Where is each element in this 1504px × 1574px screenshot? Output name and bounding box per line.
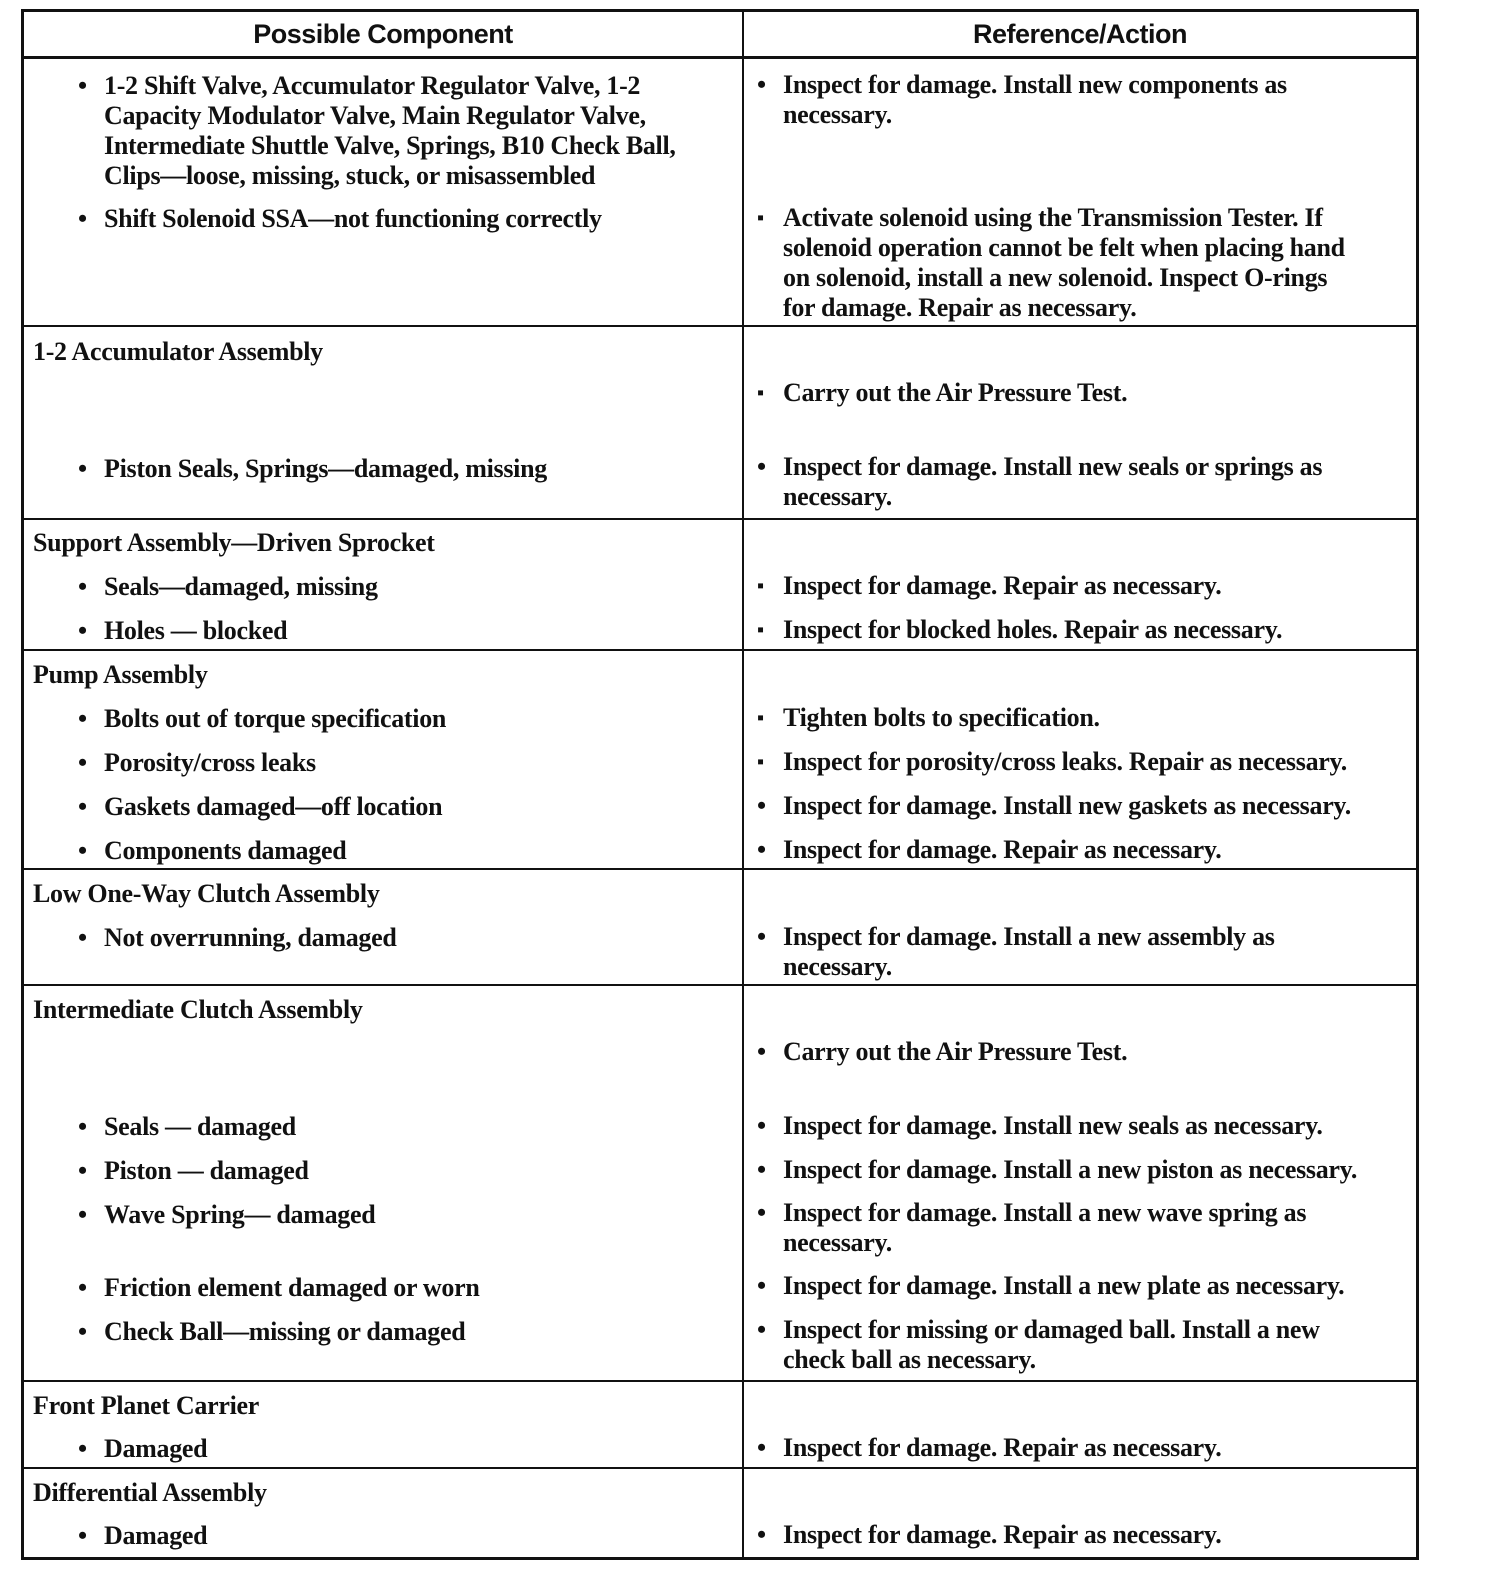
- action-line: • Inspect for damage. Install new seals or springs as: [783, 452, 1323, 481]
- component-item: [104, 204, 602, 234]
- action-column: [744, 59, 1416, 325]
- component-item: [104, 1112, 296, 1142]
- component-item: [104, 1521, 207, 1551]
- action-line: ▪ Tighten bolts to specification.: [783, 703, 1100, 732]
- action-column: [744, 651, 1416, 868]
- action-item: [783, 615, 1282, 645]
- group-valves: [24, 59, 1416, 327]
- component-item: [104, 923, 397, 953]
- action-line: • Inspect for damage. Install a new plate as necessary.: [783, 1271, 1345, 1300]
- group-low-one-way-clutch: [24, 870, 1416, 986]
- action-line: ▪ Inspect for damage. Repair as necessary.: [783, 571, 1222, 600]
- action-line: ▪ Inspect for porosity/cross leaks. Repair as necessary.: [783, 747, 1347, 776]
- action-column: [744, 1469, 1416, 1557]
- action-item: [783, 1037, 1127, 1067]
- component-item: [104, 704, 446, 734]
- action-line: necessary.: [783, 1228, 892, 1257]
- component-line: Intermediate Shuttle Valve, Springs, B10 Check Ball,: [104, 131, 676, 160]
- component-item: [104, 836, 346, 866]
- action-line: necessary.: [783, 952, 892, 981]
- action-column: [744, 870, 1416, 984]
- action-line: ▪ Carry out the Air Pressure Test.: [783, 378, 1128, 407]
- group-title: Differential Assembly: [33, 1478, 267, 1507]
- action-item: [783, 835, 1221, 865]
- action-line: • Inspect for damage. Repair as necessary.: [783, 1433, 1222, 1462]
- table-header-row: [24, 12, 1416, 59]
- action-column: [744, 1382, 1416, 1467]
- action-line: • Inspect for damage. Install new components as: [783, 70, 1287, 99]
- group-title: 1-2 Accumulator Assembly: [33, 337, 323, 366]
- component-column: [24, 870, 744, 984]
- action-line: necessary.: [783, 482, 892, 511]
- action-item: [783, 1271, 1344, 1301]
- header-possible-component: Possible Component: [24, 12, 744, 56]
- action-item: [783, 70, 1287, 130]
- component-item: [104, 616, 287, 646]
- component-line: • Damaged: [104, 1521, 208, 1550]
- action-item: [783, 922, 1275, 982]
- action-line: solenoid operation cannot be felt when placing hand: [783, 233, 1345, 262]
- component-line: • Friction element damaged or worn: [104, 1273, 480, 1302]
- component-line: • Not overrunning, damaged: [104, 923, 397, 952]
- group-intermediate-clutch: [24, 986, 1416, 1382]
- action-line: • Inspect for damage. Install a new wave spring as: [783, 1198, 1307, 1227]
- action-item: [783, 1198, 1306, 1258]
- action-item: [783, 571, 1221, 601]
- component-line: • Piston Seals, Springs—damaged, missing: [104, 454, 547, 483]
- component-line: Clips—loose, missing, stuck, or misassembled: [104, 161, 596, 190]
- component-column: [24, 986, 744, 1380]
- action-line: ▪ Activate solenoid using the Transmission Tester. If: [783, 203, 1323, 232]
- group-title: Pump Assembly: [33, 660, 208, 689]
- component-item: [104, 71, 676, 191]
- component-line: • Bolts out of torque specification: [104, 704, 447, 733]
- action-item: [783, 1433, 1221, 1463]
- component-line: • Check Ball—missing or damaged: [104, 1317, 466, 1346]
- action-line: • Inspect for damage. Install new gaskets as necessary.: [783, 791, 1351, 820]
- component-line: Capacity Modulator Valve, Main Regulator Valve,: [104, 101, 646, 130]
- component-line: • Components damaged: [104, 836, 347, 865]
- group-support-assembly: [24, 520, 1416, 651]
- action-line: check ball as necessary.: [783, 1345, 1036, 1374]
- group-title: Low One-Way Clutch Assembly: [33, 879, 380, 908]
- action-item: [783, 1520, 1221, 1550]
- component-item: [104, 572, 378, 602]
- action-item: [783, 378, 1127, 408]
- action-line: necessary.: [783, 100, 892, 129]
- action-line: • Inspect for damage. Repair as necessary.: [783, 1520, 1222, 1549]
- component-line: • Seals—damaged, missing: [104, 572, 378, 601]
- component-line: • Damaged: [104, 1434, 208, 1463]
- group-title: Front Planet Carrier: [33, 1391, 259, 1420]
- component-column: [24, 1469, 744, 1557]
- action-item: [783, 452, 1322, 512]
- component-column: [24, 1382, 744, 1467]
- action-line: ▪ Inspect for blocked holes. Repair as necessary.: [783, 615, 1283, 644]
- component-line: • Shift Solenoid SSA—not functioning correctly: [104, 204, 602, 233]
- action-column: [744, 986, 1416, 1380]
- component-column: [24, 327, 744, 518]
- component-item: [104, 454, 547, 484]
- component-line: • Seals — damaged: [104, 1112, 296, 1141]
- component-item: [104, 792, 442, 822]
- action-line: on solenoid, install a new solenoid. Inspect O-rings: [783, 263, 1328, 292]
- action-item: [783, 791, 1351, 821]
- group-title: Intermediate Clutch Assembly: [33, 995, 363, 1024]
- action-line: • Inspect for damage. Install a new assembly as: [783, 922, 1275, 951]
- action-column: [744, 327, 1416, 518]
- action-item: [783, 1155, 1357, 1185]
- component-column: [24, 651, 744, 868]
- component-item: [104, 1200, 375, 1230]
- group-pump-assembly: [24, 651, 1416, 870]
- component-item: [104, 1434, 207, 1464]
- component-item: [104, 1273, 480, 1303]
- component-item: [104, 748, 316, 778]
- group-accumulator: [24, 327, 1416, 520]
- group-differential-assembly: [24, 1469, 1416, 1557]
- group-front-planet-carrier: [24, 1382, 1416, 1469]
- group-title: Support Assembly—Driven Sprocket: [33, 528, 435, 557]
- component-line: • 1-2 Shift Valve, Accumulator Regulator Valve, 1-2: [104, 71, 641, 100]
- action-line: • Inspect for damage. Install a new piston as necessary.: [783, 1155, 1358, 1184]
- action-line: • Inspect for missing or damaged ball. Install a new: [783, 1315, 1320, 1344]
- action-line: • Carry out the Air Pressure Test.: [783, 1037, 1128, 1066]
- component-line: • Holes — blocked: [104, 616, 288, 645]
- component-line: • Porosity/cross leaks: [104, 748, 316, 777]
- diagnosis-table: [21, 9, 1419, 1560]
- action-item: [783, 203, 1345, 323]
- component-column: [24, 59, 744, 325]
- action-item: [783, 747, 1347, 777]
- action-item: [783, 1315, 1320, 1375]
- component-line: • Gaskets damaged—off location: [104, 792, 443, 821]
- component-line: • Piston — damaged: [104, 1156, 309, 1185]
- component-item: [104, 1156, 309, 1186]
- action-line: • Inspect for damage. Repair as necessary.: [783, 835, 1222, 864]
- component-line: • Wave Spring— damaged: [104, 1200, 376, 1229]
- action-item: [783, 703, 1100, 733]
- action-line: • Inspect for damage. Install new seals as necessary.: [783, 1111, 1323, 1140]
- action-line: for damage. Repair as necessary.: [783, 293, 1137, 322]
- action-column: [744, 520, 1416, 649]
- component-column: [24, 520, 744, 649]
- component-item: [104, 1317, 465, 1347]
- header-reference-action: Reference/Action: [972, 18, 1188, 49]
- action-item: [783, 1111, 1323, 1141]
